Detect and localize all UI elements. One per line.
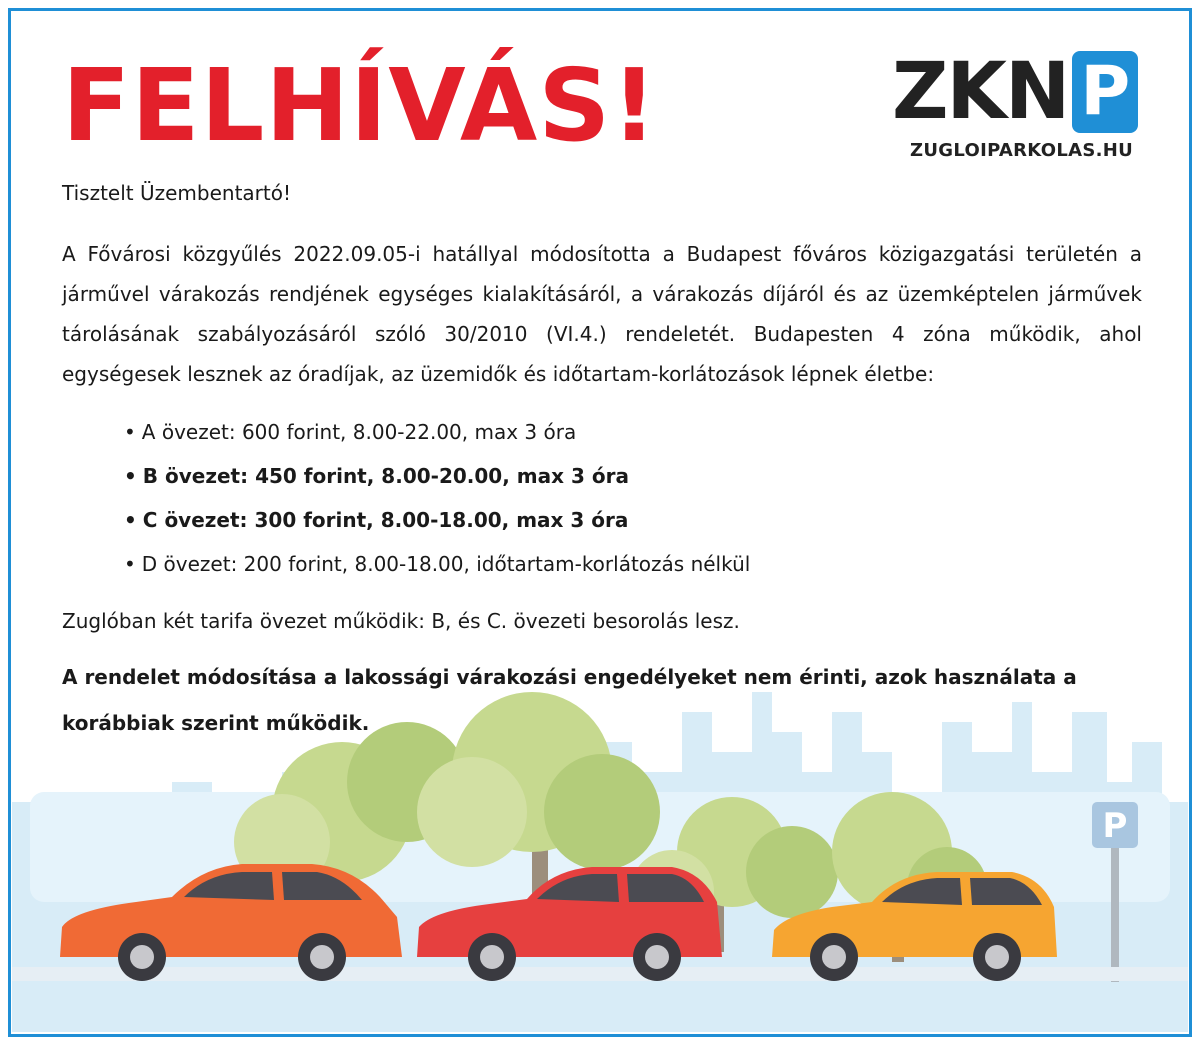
headline: FELHÍVÁS! — [62, 47, 658, 164]
bullet-icon: • — [124, 508, 137, 532]
logo-letters: ZKN — [892, 47, 1069, 137]
zknp-logo — [892, 42, 1148, 162]
zone-list — [124, 410, 1142, 586]
permit-notice: A rendelet módosítása a lakossági várakozási engedélyeket nem érinti, azok használata a korábbiak szerint működik. — [62, 665, 1077, 735]
zuglo-note: Zuglóban két tarifa övezet működik: B, és C. övezeti besorolás lesz. — [62, 609, 740, 633]
zone-text: D övezet: 200 forint, 8.00-18.00, időtartam-korlátozás nélkül — [141, 552, 751, 576]
zone-item-b — [124, 454, 1142, 498]
greeting: Tisztelt Üzembentartó! — [62, 181, 291, 205]
zone-item-a — [124, 410, 1142, 454]
parking-p-icon: P — [1072, 51, 1138, 133]
logo-mark — [892, 42, 1138, 142]
zone-item-d — [124, 542, 1142, 586]
bullet-icon: • — [124, 420, 136, 444]
bullet-icon: • — [124, 552, 136, 576]
zone-item-c — [124, 498, 1142, 542]
poster — [12, 12, 1188, 1032]
bullet-icon: • — [124, 464, 137, 488]
zone-text: A övezet: 600 forint, 8.00-22.00, max 3 óra — [141, 420, 577, 444]
notice-body — [62, 174, 1142, 746]
logo-url: ZUGLOIPARKOLAS.HU — [910, 140, 1134, 161]
main-paragraph: A Fővárosi közgyűlés 2022.09.05-i hatállyal módosította a Budapest főváros közigazgatási területén a járművel várakozás rendjének egységes kialakításáról, a várakozás díjáról és az üzemképtelen járművek tárolásának szabályozásáról szóló 30/2010 (VI.4.) rendeletét. Budapesten 4 zóna működik, ahol egységesek lesznek az óradíjak, az üzemidők és időtartam-korlátozások lépnek életbe: — [62, 242, 1142, 386]
zone-text: B övezet: 450 forint, 8.00-20.00, max 3 óra — [142, 464, 629, 488]
parking-sign-label: P — [1102, 806, 1128, 846]
zone-text: C övezet: 300 forint, 8.00-18.00, max 3 óra — [142, 508, 629, 532]
